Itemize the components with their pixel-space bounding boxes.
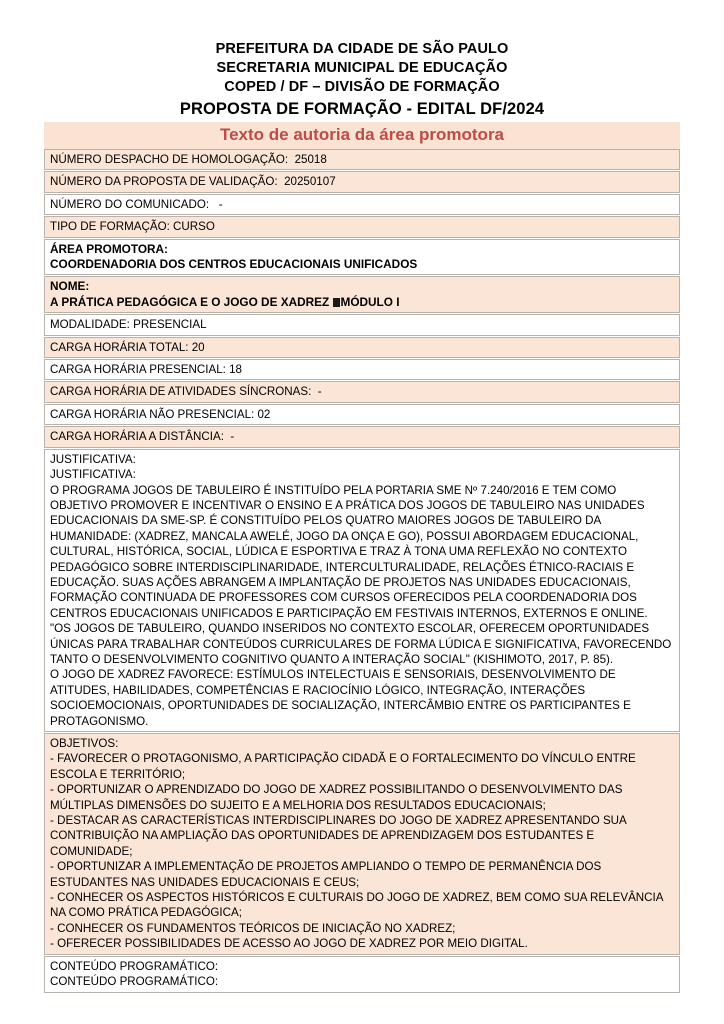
form-row-carga-horaria-presencial [44, 359, 680, 380]
row-line: "OS JOGOS DE TABULEIRO, QUANDO INSERIDOS NO CONTEXTO ESCOLAR, OFERECEM OPORTUNIDADES ÚNICAS PARA TRABALHAR CONTEÚDOS CURRICULARES DE FORMA LÚDICA E SIGNIFICATIVA, FAVORECENDO TANTO O DESENVOLVIMENTO COGNITIVO QUANTO A INTERAÇÃO SOCIAL" (KISHIMOTO, 2017, P. 85). [50, 622, 675, 666]
row-line: NOME: [50, 279, 90, 294]
form-row-modalidade [44, 314, 680, 335]
row-line: O PROGRAMA JOGOS DE TABULEIRO É INSTITUÍDO PELA PORTARIA SME Nº 7.240/2016 E TEM COMO OBJETIVO PROMOVER E INCENTIVAR O ENSINO E A PRÁTICA DOS JOGOS DE TABULEIRO NAS UNIDADES EDUCACIONAIS DA SME-SP. É CONSTITUÍDO PELOS QUATRO MAIORES JOGOS DE TABULEIRO DA HUMANIDADE: (XADREZ, MANCALA AWELÉ, JOGO DA ONÇA E GO), POSSUI ABORDAGEM EDUCACIONAL, CULTURAL, HISTÓRICA, SOCIAL, LÚDICA E ESPORTIVA E TRAZ À TONA UMA REFLEXÃO NO CONTEXTO PEDAGÓGICO SOBRE INTERDISCIPLINARIDADE, INTERCULTURALIDADE, RELAÇÕES ÉTNICO-RACIAIS E EDUCAÇÃO. SUAS AÇÕES ABRANGEM A IMPLANTAÇÃO DE PROJETOS NAS UNIDADES EDUCACIONAIS, FORMAÇÃO CONTINUADA DE PROFESSORES COM CURSOS OFERECIDOS PELA COORDENADORIA DOS CENTROS EDUCACIONAIS UNIFICADOS E PARTICIPAÇÃO EM FESTIVAIS INTERNOS, EXTERNOS E ONLINE. [50, 483, 648, 620]
banner-label: Texto de autoria da área promotora [219, 125, 505, 144]
form-row-numero-despacho-homologacao [44, 149, 680, 170]
row-line: TIPO DE FORMAÇÃO: CURSO [50, 220, 215, 234]
form-row-conteudo-programatico [44, 956, 680, 993]
form-row-carga-horaria-atividades-sincronas [44, 381, 680, 402]
row-line: CARGA HORÁRIA DE ATIVIDADES SÍNCRONAS: - [50, 385, 322, 399]
form-row-tipo-de-formacao [44, 216, 680, 237]
page-title: PROPOSTA DE FORMAÇÃO - EDITAL DF/2024 [179, 100, 545, 118]
header-line-secretaria: SECRETARIA MUNICIPAL DE EDUCAÇÃO [216, 60, 508, 76]
row-line: CARGA HORÁRIA PRESENCIAL: 18 [50, 363, 243, 377]
row-line: ÁREA PROMOTORA: [50, 241, 168, 256]
form-row-objetivos [44, 733, 680, 955]
row-line: CONTEÚDO PROGRAMÁTICO: [50, 975, 219, 989]
row-line: MODALIDADE: PRESENCIAL [50, 318, 207, 332]
row-line: - FAVORECER O PROTAGONISMO, A PARTICIPAÇÃO CIDADÃ E O FORTALECIMENTO DO VÍNCULO ENTRE ESCOLA E TERRITÓRIO; [50, 752, 640, 781]
row-line: CARGA HORÁRIA NÃO PRESENCIAL: 02 [50, 407, 271, 421]
form-rows [0, 149, 724, 993]
form-row-nome-da-formacao [44, 276, 680, 313]
banner-texto-autoria [44, 122, 680, 149]
row-line: - OPORTUNIZAR O APRENDIZADO DO JOGO DE XADREZ POSSIBILITANDO O DESENVOLVIMENTO DAS MÚLTIPLAS DIMENSÕES DO SUJEITO E A MELHORIA DOS RESULTADOS EDUCACIONAIS; [50, 783, 626, 812]
row-line: - CONHECER OS ASPECTOS HISTÓRICOS E CULTURAIS DO JOGO DE XADREZ, BEM COMO SUA RELEVÂNCIA NA COMO PRÁTICA PEDAGÓGICA; [50, 891, 667, 920]
row-line: CONTEÚDO PROGRAMÁTICO: [50, 959, 219, 973]
row-line: NÚMERO DA PROPOSTA DE VALIDAÇÃO: 20250107 [50, 175, 336, 189]
row-line: A PRÁTICA PEDAGÓGICA E O JOGO DE XADREZ MÓDULO I [50, 294, 400, 309]
row-line: COORDENADORIA DOS CENTROS EDUCACIONAIS UNIFICADOS [50, 257, 418, 272]
row-line: NÚMERO DO COMUNICADO: - [50, 197, 223, 211]
form-row-justificativa [44, 449, 680, 732]
row-line: NÚMERO DESPACHO DE HOMOLOGAÇÃO: 25018 [50, 153, 327, 166]
row-line: - DESTACAR AS CARACTERÍSTICAS INTERDISCIPLINARES DO JOGO DE XADREZ APRESENTANDO SUA CONTRIBUIÇÃO NA AMPLIAÇÃO DAS OPORTUNIDADES DE APRENDIZAGEM DOS ESTUDANTES E COMUNIDADE; [50, 814, 630, 858]
form-row-carga-horaria-nao-presencial [44, 404, 680, 425]
row-line: O JOGO DE XADREZ FAVORECE: ESTÍMULOS INTELECTUAIS E SENSORIAIS, DESENVOLVIMENTO DE ATITUDES, HABILIDADES, COMPETÊNCIAS E RACIOCÍNIO LÓGICO, INTEGRAÇÃO, INTERAÇÕES SOCIOEMOCIONAIS, OPORTUNIDADES DE SOCIALIZAÇÃO, INTERCÂMBIO ENTRE OS PARTICIPANTES E PROTAGONISMO. [50, 668, 635, 728]
form-row-numero-proposta-validacao [44, 171, 680, 192]
form-row-numero-comunicado [44, 194, 680, 215]
document-header [0, 0, 724, 120]
header-line-prefeitura: PREFEITURA DA CIDADE DE SÃO PAULO [215, 41, 509, 57]
row-line: - OFERECER POSSIBILIDADES DE ACESSO AO JOGO DE XADREZ POR MEIO DIGITAL. [50, 937, 528, 951]
row-line: CARGA HORÁRIA TOTAL: 20 [50, 340, 205, 354]
form-row-carga-horaria-a-distancia [44, 426, 680, 447]
row-line: JUSTIFICATIVA: [50, 452, 136, 466]
form-row-area-promotora [44, 239, 680, 276]
row-line: OBJETIVOS: [50, 737, 119, 750]
row-line: - CONHECER OS FUNDAMENTOS TEÓRICOS DE INICIAÇÃO NO XADREZ; [50, 921, 456, 935]
form-row-carga-horaria-total [44, 337, 680, 358]
row-line: JUSTIFICATIVA: [50, 468, 136, 482]
header-line-coped: COPED / DF – DIVISÃO DE FORMAÇÃO [224, 79, 500, 95]
row-line: - OPORTUNIZAR A IMPLEMENTAÇÃO DE PROJETOS AMPLIANDO O TEMPO DE PERMANÊNCIA DOS ESTUDANTES NAS UNIDADES EDUCACIONAIS E CEUS; [50, 860, 605, 889]
row-line: CARGA HORÁRIA A DISTÂNCIA: - [50, 430, 235, 444]
missing-glyph-icon [333, 298, 340, 307]
